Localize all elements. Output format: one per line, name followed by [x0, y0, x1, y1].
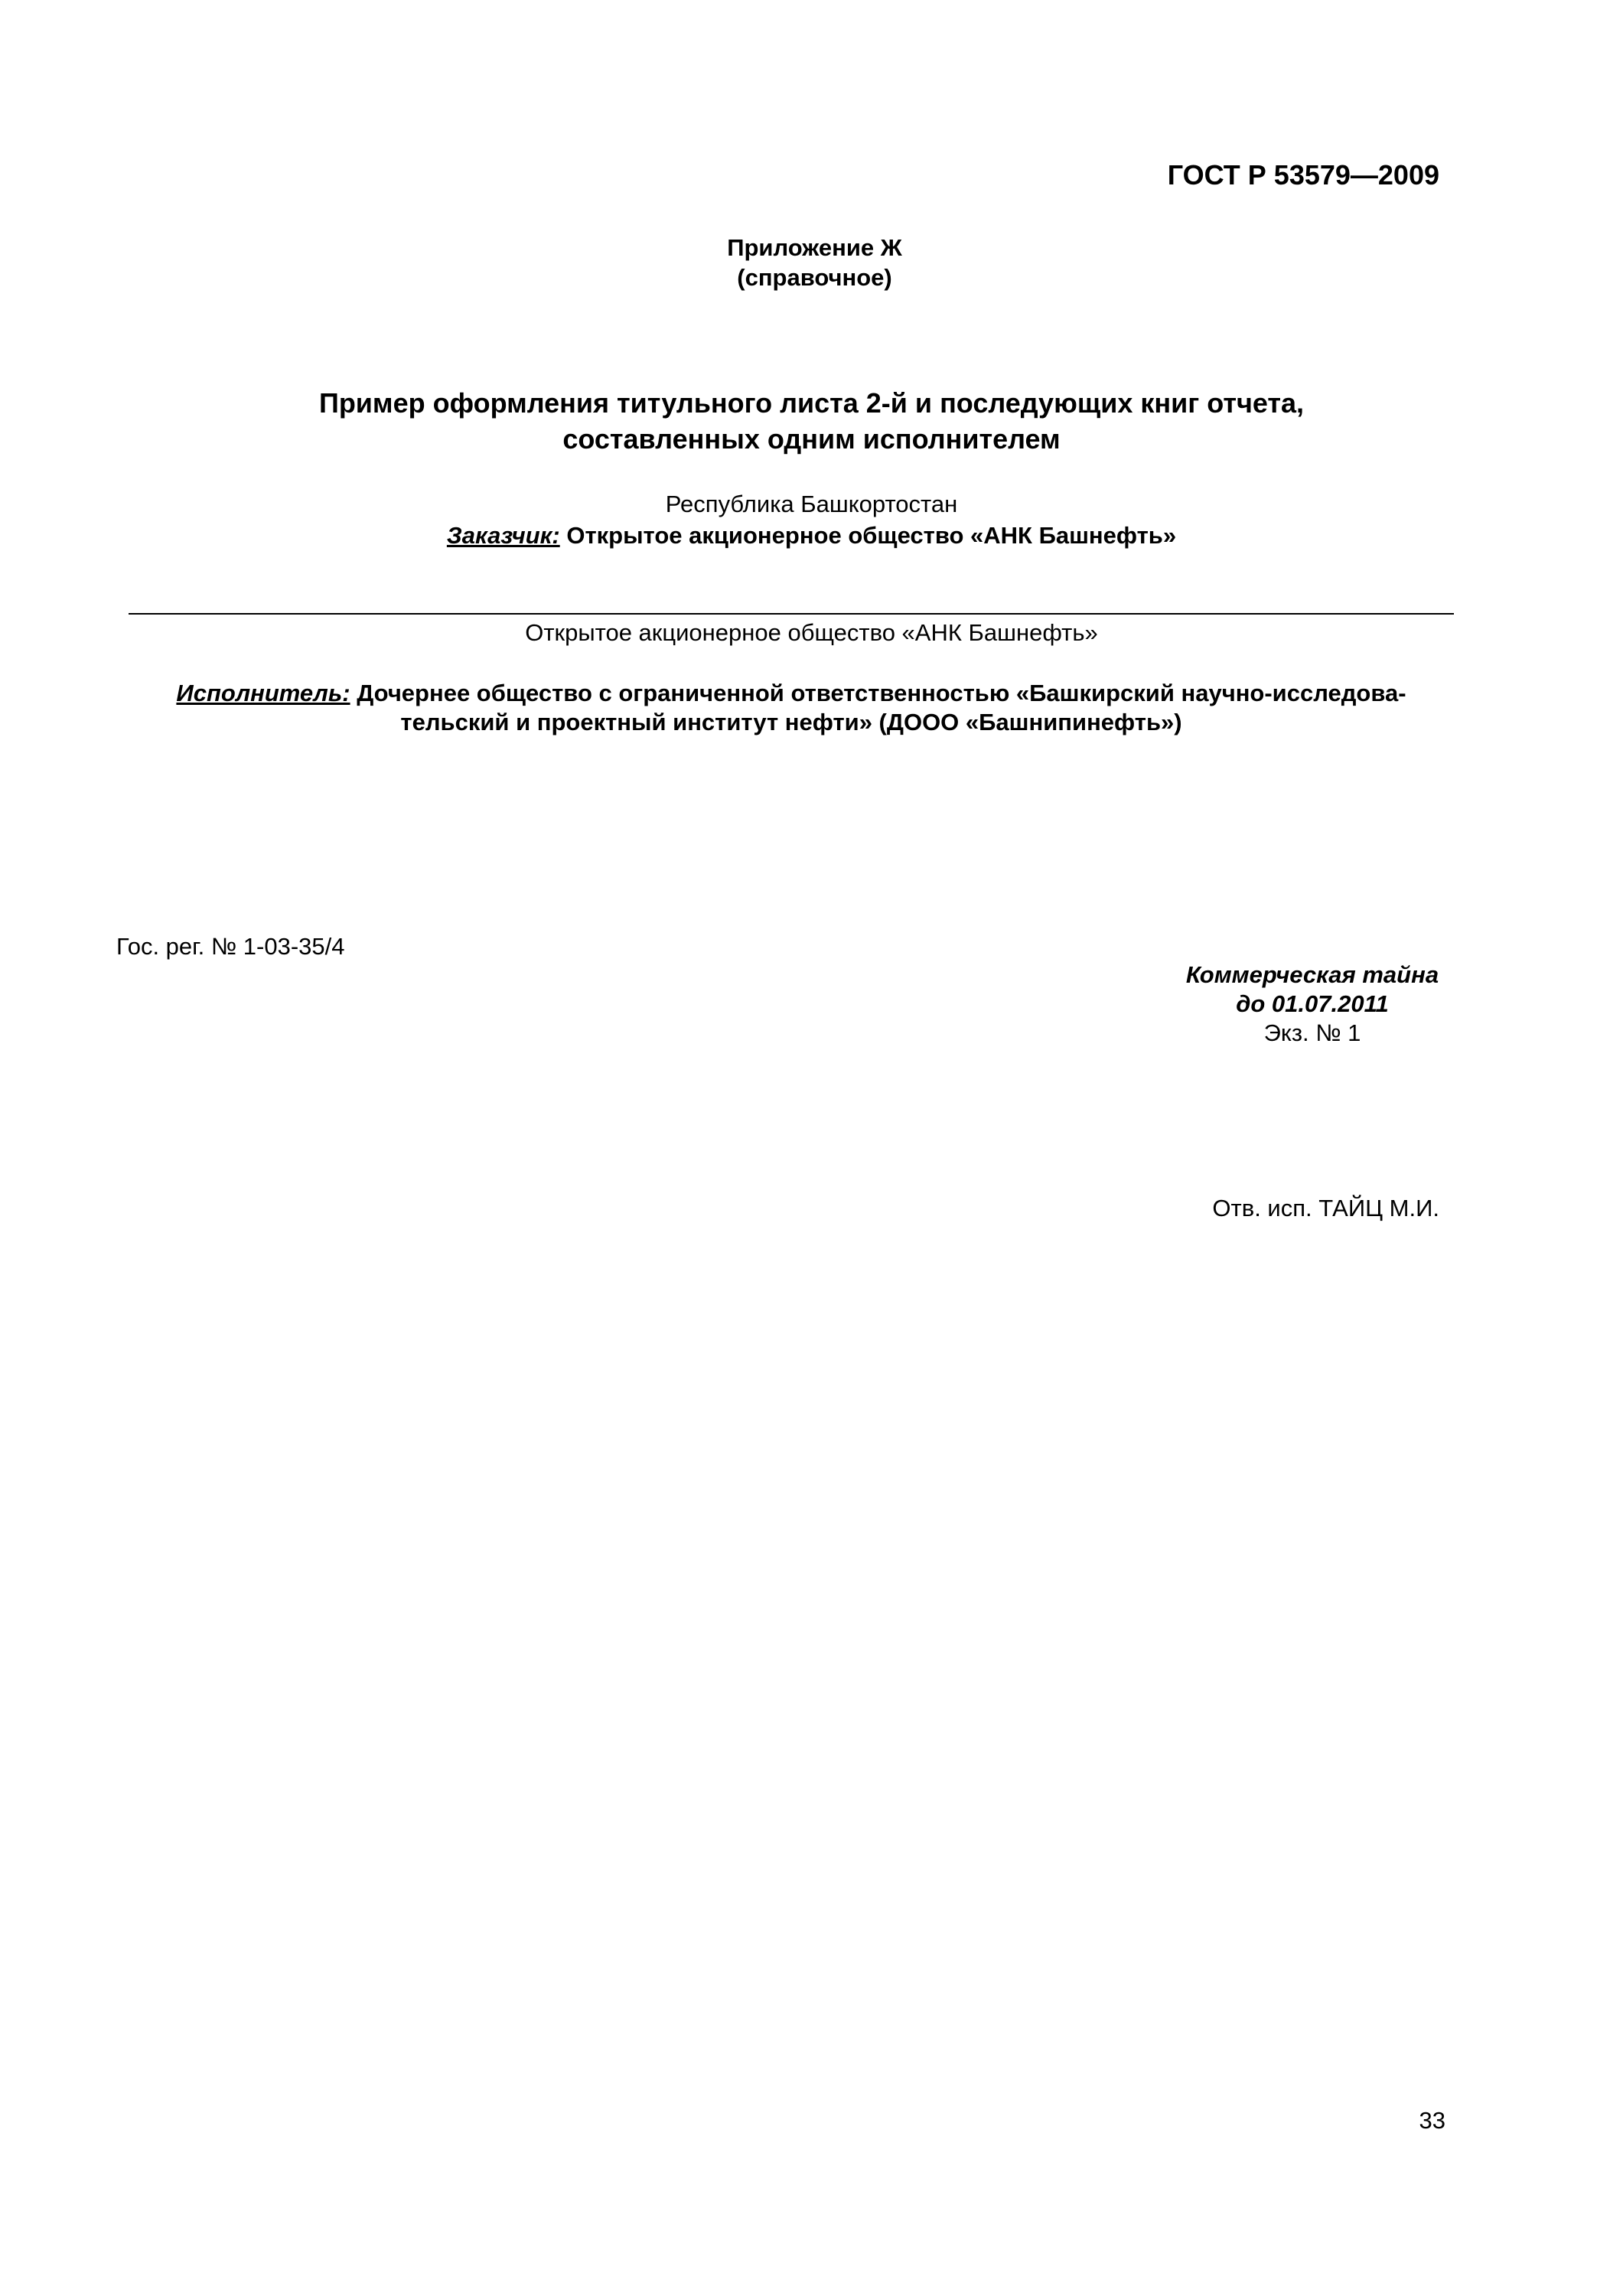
executor-text-2: тельский и проектный институт нефти» (ДООО «Башнипинефть»)	[400, 709, 1182, 735]
executor-label: Исполнитель:	[176, 680, 350, 706]
secrecy-block	[1148, 960, 1477, 1048]
customer-label: Заказчик:	[446, 522, 560, 549]
appendix-type: (справочное)	[737, 264, 892, 291]
horizontal-rule	[129, 613, 1454, 615]
secrecy-line-1: Коммерческая тайна	[1185, 961, 1439, 988]
rule-caption: Открытое акционерное общество «АНК Башнефть»	[525, 619, 1098, 646]
executor-line-1	[129, 679, 1454, 708]
title-line-2: составленных одним исполнителем	[562, 423, 1061, 455]
copy-number: Экз. № 1	[1263, 1019, 1361, 1046]
secrecy-line-2: до 01.07.2011	[1236, 990, 1389, 1017]
example-title	[0, 385, 1623, 457]
page-number: 33	[1419, 2107, 1445, 2134]
state-registration: Гос. рег. № 1-03-35/4	[116, 933, 345, 960]
appendix-heading	[0, 233, 1623, 292]
standard-number: ГОСТ Р 53579—2009	[1167, 159, 1439, 191]
responsible-executor: Отв. исп. ТАЙЦ М.И.	[1212, 1195, 1439, 1221]
executor-block	[129, 679, 1454, 737]
customer-name: Открытое акционерное общество «АНК Башнефть»	[566, 522, 1177, 549]
customer-line	[0, 521, 1623, 550]
appendix-label: Приложение Ж	[727, 234, 902, 261]
region: Республика Башкортостан	[665, 491, 958, 517]
title-line-1: Пример оформления титульного листа 2-й и последующих книг отчета,	[318, 387, 1305, 419]
executor-text-1: Дочернее общество с ограниченной ответственностью «Башкирский научно-исследова-	[357, 680, 1406, 706]
